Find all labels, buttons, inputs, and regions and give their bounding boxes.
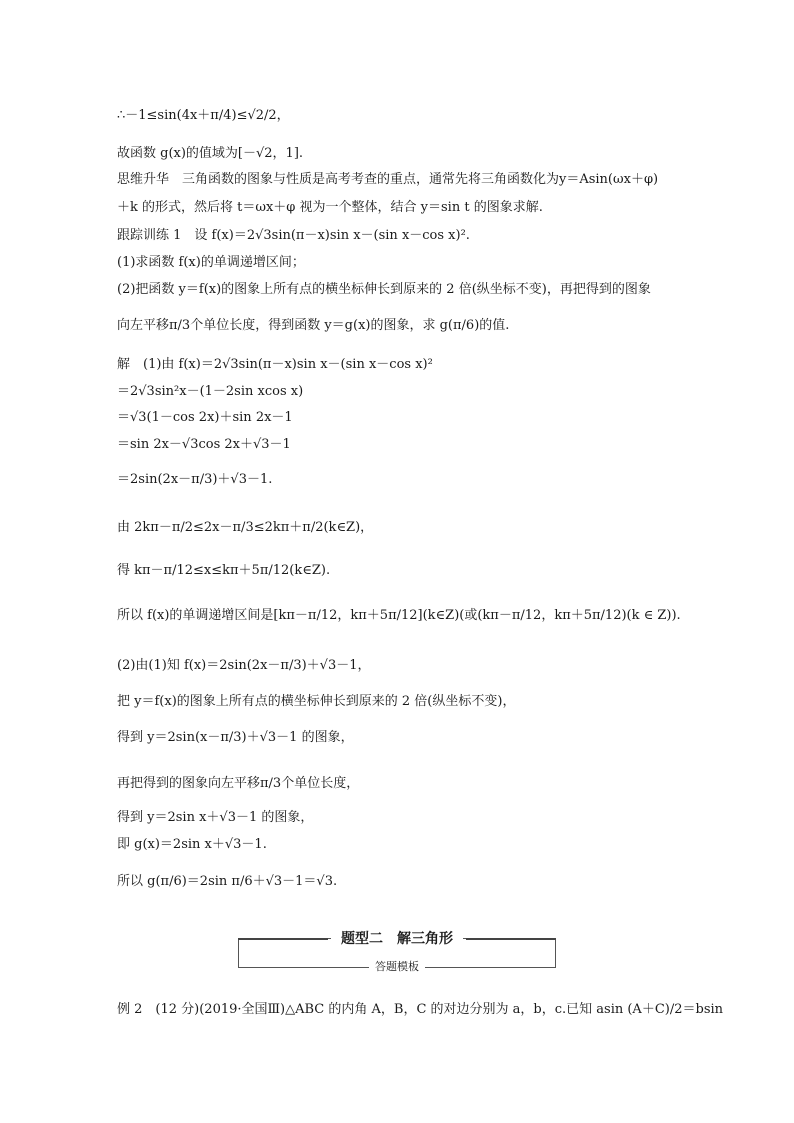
text-line: 即 g(x)＝2sin x＋√3－1. (117, 837, 267, 852)
text-line: 所以 g(π/6)＝2sin π/6＋√3－1＝√3. (117, 874, 338, 889)
text-line: 解 (1)由 f(x)＝2√3sin(π－x)sin x－(sin x－cos x)² (117, 357, 433, 372)
text-line: 由 2kπ－π/2≤2x－π/3≤2kπ＋π/2(k∈Z)， (117, 520, 374, 535)
section-banner (238, 928, 556, 973)
text-line: ＋k 的形式，然后将 t＝ωx＋φ 视为一个整体，结合 y＝sin t 的图象求解. (117, 200, 543, 215)
text-line: (2)把函数 y＝f(x)的图象上所有点的横坐标伸长到原来的 2 倍(纵坐标不变)，再把得到的图象 (117, 282, 651, 297)
text-line: 所以 f(x)的单调递增区间是[kπ－π/12，kπ＋5π/12](k∈Z)(或(kπ－π/12，kπ＋5π/12)(k ∈ Z)). (117, 608, 681, 623)
text-line: 故函数 g(x)的值域为[－√2，1]. (117, 146, 304, 161)
text-line: 再把得到的图象向左平移π/3个单位长度， (117, 776, 360, 791)
example-line: 例 2 (12 分)(2019·全国Ⅲ)△ABC 的内角 A，B，C 的对边分别为 a，b，c.已知 asin (A＋C)/2＝bsin (117, 1002, 724, 1017)
text-line: 得 kπ－π/12≤x≤kπ＋5π/12(k∈Z). (117, 563, 331, 578)
text-line: 跟踪训练 1 设 f(x)＝2√3sin(π－x)sin x－(sin x－cos x)². (117, 228, 470, 243)
section-title: 题型二 解三角形 (238, 928, 556, 948)
text-line: 得到 y＝2sin(x－π/3)＋√3－1 的图象， (117, 730, 354, 745)
text-line: ∴－1≤sin(4x＋π/4)≤√2/2， (117, 108, 290, 123)
section-subtitle: 答题模板 (238, 958, 556, 974)
text-line: ＝sin 2x－√3cos 2x＋√3－1 (117, 437, 291, 452)
text-line: (2)由(1)知 f(x)＝2sin(2x－π/3)＋√3－1， (117, 658, 371, 673)
text-line: 得到 y＝2sin x＋√3－1 的图象， (117, 810, 314, 825)
text-line: 向左平移π/3个单位长度，得到函数 y＝g(x)的图象，求 g(π/6)的值. (117, 318, 510, 333)
text-line: ＝√3(1－cos 2x)＋sin 2x－1 (117, 410, 293, 425)
text-line: ＝2sin(2x－π/3)＋√3－1. (117, 472, 273, 487)
text-line: ＝2√3sin²x－(1－2sin xcos x) (117, 384, 304, 399)
text-line: 把 y＝f(x)的图象上所有点的横坐标伸长到原来的 2 倍(纵坐标不变)， (117, 694, 516, 709)
text-line: (1)求函数 f(x)的单调递增区间； (117, 255, 305, 270)
text-line: 思维升华 三角函数的图象与性质是高考考查的重点，通常先将三角函数化为y＝Asin(ωx＋φ) (117, 172, 659, 187)
